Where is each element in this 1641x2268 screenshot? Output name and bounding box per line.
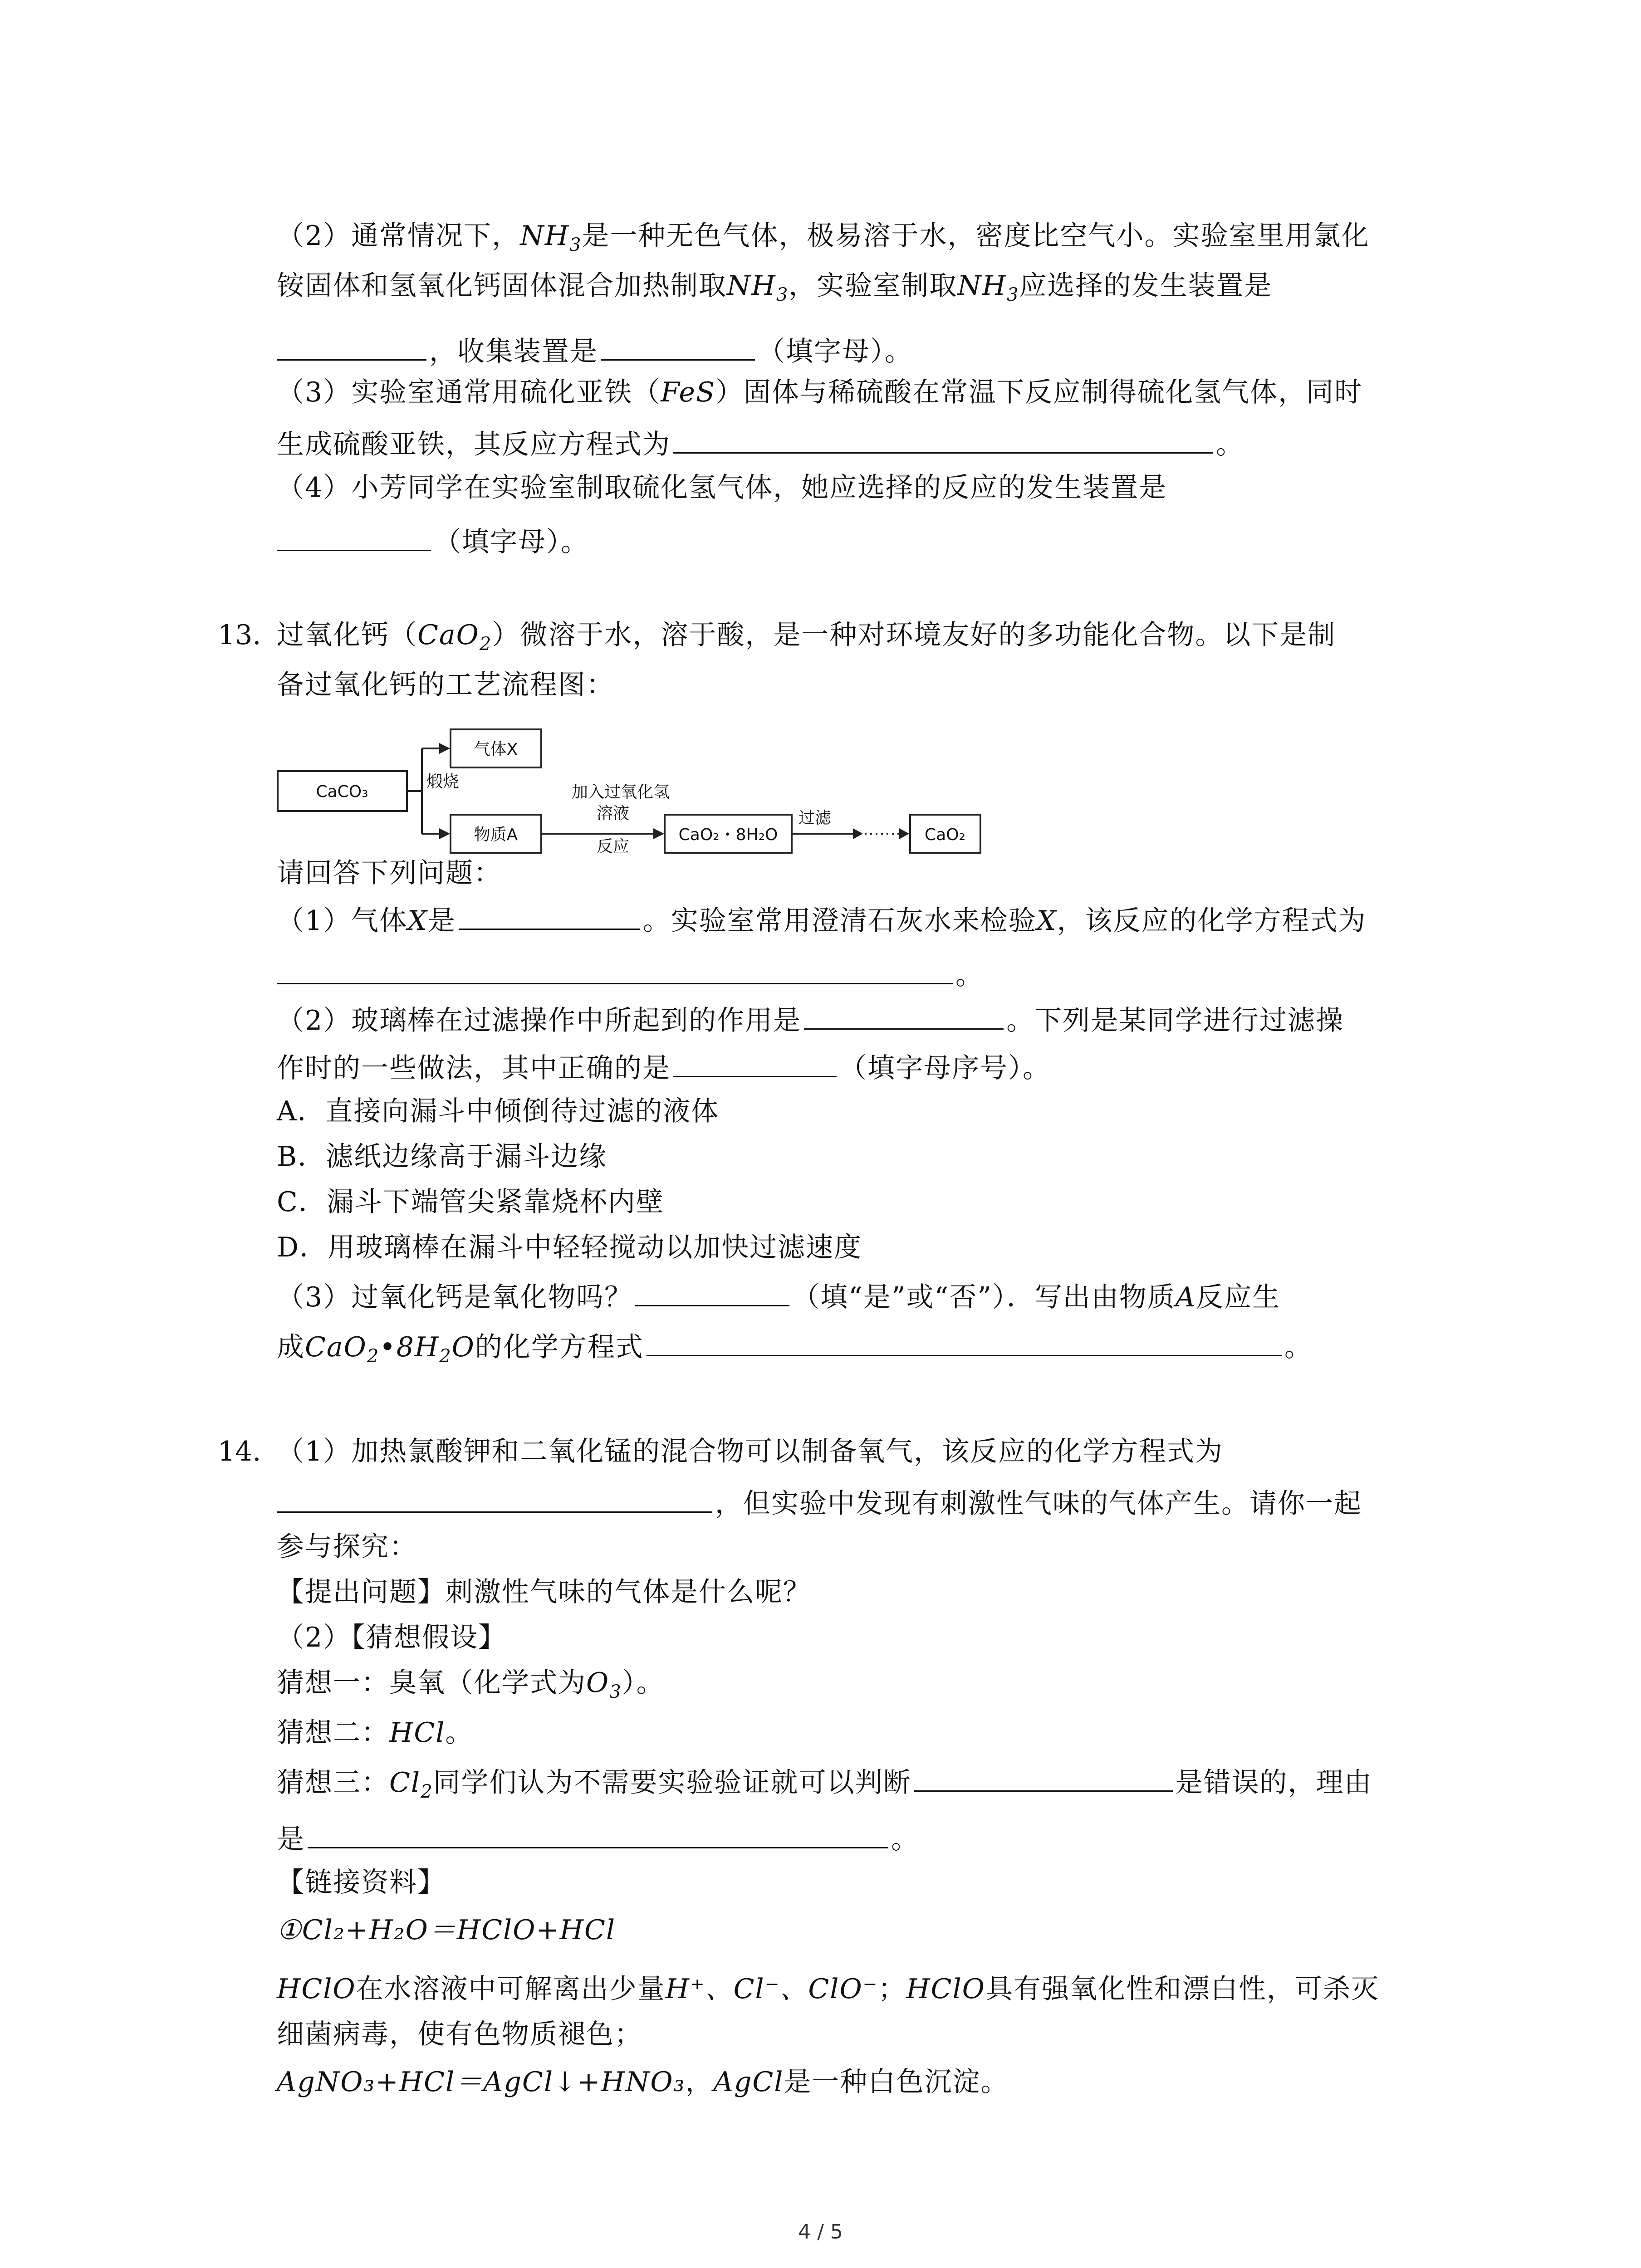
solution-label: 溶液 <box>597 804 630 823</box>
react-label: 反应 <box>597 837 630 856</box>
q13-part1-line1: （1）气体X是 。实验室常用澄清石灰水来检验X，该反应的化学方程式为 <box>277 900 1367 939</box>
q13-part1-line2: 。 <box>277 955 984 993</box>
answer-blank[interactable] <box>277 955 953 984</box>
q13-part3-line2: 成$CaO_2•8H_2O$的化学方程式 。 <box>277 1327 1313 1365</box>
q13-intro-line2: 备过氧化钙的工艺流程图： <box>277 669 614 701</box>
gas-x-label: 气体X <box>474 740 518 759</box>
answer-blank[interactable] <box>277 331 426 361</box>
q14-part1-line3: 参与探究： <box>277 1531 417 1563</box>
q14-part1-line1: （1）加热氯酸钾和二氧化锰的混合物可以制备氧气，该反应的化学方程式为 <box>277 1436 1224 1467</box>
q12-part4-line1: （4）小芳同学在实验室制取硫化氢气体，她应选择的反应的发生装置是 <box>277 472 1167 503</box>
q12-part2-line2: 铵固体和氢氧化钙固体混合加热制取$NH_3$，实验室制取$NH_3$应选择的发生装置是 <box>277 270 1273 305</box>
caco3-label: CaCO₃ <box>316 782 368 801</box>
q13-intro-line1: 过氧化钙（CaO$_2$）微溶于水，溶于酸，是一种对环境友好的多功能化合物。以下是制 <box>277 619 1336 655</box>
q13-ask: 请回答下列问题： <box>277 857 502 889</box>
q13-part3-line1: （3）过氧化钙是氧化物吗？ （填“是”或“否”）．写出由物质A反应生 <box>277 1277 1280 1315</box>
answer-blank[interactable] <box>459 900 640 930</box>
answer-blank[interactable] <box>635 1277 789 1306</box>
answer-blank[interactable] <box>804 1000 1004 1030</box>
q12-part2-line3: ，收集装置是 （填字母）。 <box>277 331 913 370</box>
product-label: CaO₂ <box>925 826 965 844</box>
substance-a-label: 物质A <box>474 826 518 844</box>
q14-part1-line2: ，但实验中发现有刺激性气味的气体产生。请你一起 <box>277 1483 1362 1522</box>
answer-blank[interactable] <box>308 1819 888 1848</box>
process-flow-diagram <box>277 726 989 857</box>
question-number: 13. <box>218 619 261 651</box>
equation-1: ①Cl₂+H₂O＝HClO+HCl <box>277 1914 616 1946</box>
q12-part3-line1: （3）实验室通常用硫化亚铁（FeS）固体与稀硫酸在常温下反应制得硫化氢气体，同时 <box>277 376 1363 408</box>
hydrate-label: CaO₂・8H₂O <box>678 826 778 844</box>
guess-one: 猜想一：臭氧（化学式为$O_3$）。 <box>277 1667 665 1702</box>
filter-label: 过滤 <box>798 809 832 827</box>
link-info-heading: 【链接资料】 <box>277 1867 446 1898</box>
guess-two: 猜想二：HCl。 <box>277 1717 474 1749</box>
question-number: 14. <box>218 1436 261 1467</box>
guess-three-line2: 是 。 <box>277 1819 919 1857</box>
equation-2: AgNO₃+HCl＝AgCl↓+HNO₃，AgCl是一种白色沉淀。 <box>277 2066 1009 2098</box>
q14-part2: （2）【猜想假设】 <box>277 1622 507 1653</box>
option-c: C．漏斗下端管尖紧靠烧杯内壁 <box>277 1186 664 1218</box>
q12-part3-line2: 生成硫酸亚铁，其反应方程式为 。 <box>277 424 1244 463</box>
add-h2o2-label: 加入过氧化氢 <box>572 783 670 802</box>
hclo-info-line2: 细菌病毒，使有色物质褪色； <box>277 2019 642 2050</box>
q12-part2-line1: （2）通常情况下，$NH_3$是一种无色气体，极易溶于水，密度比空气小。实验室里用氯化 <box>277 220 1370 255</box>
answer-blank[interactable] <box>914 1762 1173 1792</box>
answer-blank[interactable] <box>647 1327 1282 1356</box>
answer-blank[interactable] <box>673 424 1213 454</box>
page-number: 4 / 5 <box>798 2220 843 2244</box>
option-a: A．直接向漏斗中倾倒待过滤的液体 <box>277 1095 720 1127</box>
option-d: D．用玻璃棒在漏斗中轻轻搅动以加快过滤速度 <box>277 1232 862 1263</box>
answer-blank[interactable] <box>601 331 755 361</box>
hclo-info-line1: HClO在水溶液中可解离出少量H⁺、Cl⁻、ClO⁻；HClO具有强氧化性和漂白性，可杀灭 <box>277 1973 1379 2005</box>
answer-blank[interactable] <box>673 1048 837 1077</box>
q14-question: 【提出问题】刺激性气味的气体是什么呢？ <box>277 1576 811 1608</box>
answer-blank[interactable] <box>277 1483 712 1513</box>
q13-part2-line2: 作时的一些做法，其中正确的是 （填字母序号）。 <box>277 1048 1051 1086</box>
answer-blank[interactable] <box>277 522 431 551</box>
option-b: B．滤纸边缘高于漏斗边缘 <box>277 1141 607 1173</box>
q12-part4-line2: （填字母）。 <box>277 522 589 560</box>
guess-three-line1: 猜想三：$Cl_2$同学们认为不需要实验验证就可以判断 是错误的，理由 <box>277 1762 1372 1801</box>
q13-part2-line1: （2）玻璃棒在过滤操作中所起到的作用是 。下列是某同学进行过滤操 <box>277 1000 1344 1039</box>
calcine-label: 煅烧 <box>426 772 460 791</box>
